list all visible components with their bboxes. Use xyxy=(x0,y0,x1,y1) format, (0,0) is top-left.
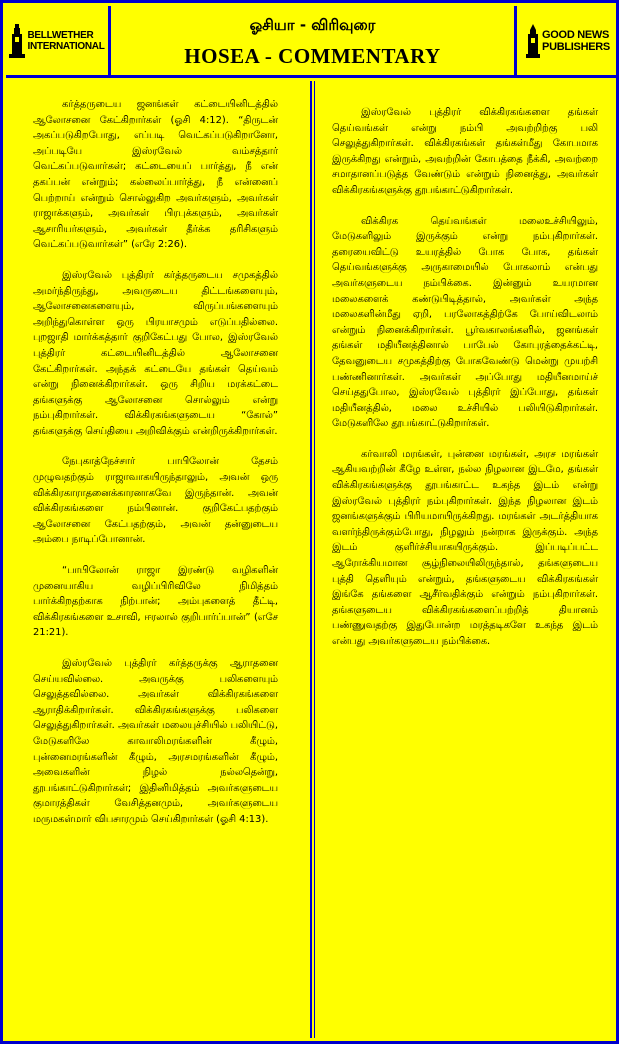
logo-text-line-2: INTERNATIONAL xyxy=(27,40,105,52)
paragraph: “பாபிலோன் ராஜா இரண்டு வழிகளின் முனையாகிய வழிப்பிரிவிலே நிமித்தம் பார்க்கிறதற்காக நிற்பான்; அம்புகளைத் தீட்டி, விக்கிரகங்களை உசாவி, ஈரலால் குறிபார்ப்பான்” (எசே 21:21). xyxy=(33,565,278,639)
left-column xyxy=(6,81,312,1038)
paragraph: விக்கிரக தெய்வங்கள் மலைஉச்சியிலும், மேடுகளிலும் இருக்கும் என்று நம்புகிறார்கள். தரையைவிட்டு உயரத்தில் போக போக, தங்கள் தெய்வங்களுக்கு அருகாமையில் போகலாம் என்பது அவர்களுடைய நம்பிக்கை. இன்னும் உயரமான மலைகளைக் கண்டுபிடித்தால், அவர்கள் அந்த மலைகளின்மீது ஏறி, பரலோகத்திற்கே போய்விடலாம் என்றும் நினைக்கிறார்கள். பூர்வகாலங்களில், ஜனங்கள் தங்கள் மதியீனத்தினால் பாபேல் கோபுரத்தைக்கட்டி, தேவனுடைய சமுகத்திற்கு போகவேண்டு மென்று முயற்சி பண்ணினார்கள். அவர்கள் அப்போது மதியீனமாய்ச் செய்ததுபோல, இஸ்ரவேல் புத்திரர் இப்போது, தங்கள் மதியீனத்தில், மலை உச்சியில் பலியிடுகிறார்கள். மேடுகளிலே தூபங்காட்டுகிறார்கள். xyxy=(332,215,598,430)
logo-text-line-1: GOOD NEWS xyxy=(542,28,610,41)
paragraph: இஸ்ரவேல் புத்திரர் கர்த்தருக்கு ஆராதனை செய்யவில்லை. அவருக்கு பலிகளையும் செலுத்தவில்லை. அவர்கள் விக்கிரகங்களை ஆராதிக்கிறார்கள். விக்கிரகங்களுக்கு பலிகளை செலுத்துகிறார்கள். அவர்கள் மலையுச்சியில் பலியிட்டு, மேடுகளிலே காவாலிமரங்களின் கீழும், புன்னைமரங்களின் கீழும், அரசமரங்களின் கீழும், அவைகளின் நிழல் நல்லதென்று, தூபங்காட்டுகிறார்கள்; இதினிமித்தம் அவர்களுடைய குமாரத்திகள் வேசித்தனமும், அவர்களுடைய மருமகள்மார் விபசாரமும் செய்கிறார்கள் (ஓசி 4:13). xyxy=(33,658,278,825)
logo-text-line-2: PUBLISHERS xyxy=(542,40,610,53)
right-column xyxy=(314,81,619,1038)
title-english: HOSEA - COMMENTARY xyxy=(184,44,441,68)
paragraph: இஸ்ரவேல் புத்திரர் விக்கிரகங்களை தங்கள் தெய்வங்கள் என்று நம்பி அவற்றிற்கு பலி செலுத்துகிறார்கள். விக்கிரகங்கள் தங்கள்மீது கோபமாக இருக்கிறது என்றும், அவற்றின் கோபத்தை நீக்கி, அவற்றை சமாதானப்படுத்த வேண்டும் என்றும் நினைத்து, அவர்கள் விக்கிரகங்களுக்கு தூபங்காட்டுகிறார்கள். xyxy=(332,107,598,196)
paragraph: இஸ்ரவேல் புத்திரர் கர்த்தருடைய சமுகத்தில் அமர்ந்திருந்து, அவருடைய திட்டங்களையும், ஆலோசனைகளையும், விருப்பங்களையும் அறிந்துகொள்ள ஒரு பிரயாசமும் எடுப்பதில்லை. புறஜாதி மார்க்கத்தார் குறிகேட்பது போல, இஸ்ரவேல் புத்திரர் கட்டையினிடத்தில் ஆலோசனை கேட்கிறார்கள். அந்தக் கட்டையே தங்கள் தெய்வம் என்று நினைக்கிறார்கள். ஒரு சிறிய மரக்கட்டை தங்களுக்கு ஆலோசனை சொல்லும் என்று நம்புகிறார்கள். விக்கிரகங்களுடைய “கோல்” தங்களுக்கு செய்தியை அறிவிக்கும் என்றிருக்கிறார்கள். xyxy=(33,269,278,437)
paragraph: கர்த்தருடைய ஜனங்கள் கட்டையினிடத்தில் ஆலோசனை கேட்கிறார்கள் (ஓசி 4:12). “திருடன் அகப்படுகிறபோது, எப்படி வெட்கப்படுகிறானோ, அப்படியே இஸ்ரவேல் வம்சத்தார் வெட்கப்படுவார்கள்; கட்டையைப் பார்த்து, நீ என் தகப்பன் என்றும்; கல்லைப்பார்த்து, நீ என்னைப் பெற்றாய் என்றும் சொல்லுகிற அவர்களும், அவர்கள் ராஜாக்களும், அவர்கள் பிரபுக்களும், அவர்கள் ஆசாரியர்களும், அவர்கள் தீர்க்க தரிசிகளும் வெட்கப்படுவார்கள்” (எரே 2:26). xyxy=(33,99,278,251)
tower-icon xyxy=(526,24,540,58)
logo-text-line-1: BELLWETHER xyxy=(27,29,94,41)
good-news-logo xyxy=(514,6,619,75)
header xyxy=(6,6,619,78)
paragraph: நேபுகாத்நேச்சார் பாபிலோன் தேசம் முழுவதற்கும் ராஜாவாகயிருந்தாலும், அவன் ஒரு விக்கிரகாராதனைக்காரனாகவே இருந்தான். அவன் விக்கிரகங்களை நம்பினான். குறிகேட்பதற்கும் ஆலோசனை கேட்பதற்கும், அவன் தன்னுடைய அம்பை நாடிப்போனான். xyxy=(33,456,278,546)
paragraph: கர்வாலி மரங்கள், புன்னை மரங்கள், அரச மரங்கள் ஆகியவற்றின் கீழே உள்ள, நல்ல நிழலான இடமே, தங்கள் விக்கிரகங்களுக்கு தூபங்காட்ட உகந்த இடம் என்று இஸ்ரவேல் புத்திரர் நம்புகிறார்கள். இந்த நிழலான இடம் ஜனங்களுக்கும் பிரியமாயிருக்கிறது. மரங்கள் அடர்த்தியாக வளர்ந்திருக்கும்போது, நிழலும் நன்றாக இருக்கும். அந்த இடம் குளிர்ச்சியாகயிருக்கும். இப்படிப்பட்ட ஆரோக்கியமான சூழ்நிலையிலிருந்தால், தங்களுடைய புத்தி தெளியும் என்றும், தங்களுடைய விக்கிரகங்கள் இங்கே தங்களை ஆசீர்வதிக்கும் என்றும் நம்புகிறார்கள். தங்களுடைய விக்கிரகங்களைப்பற்றித் தியானம் பண்ணுவதற்கு இதுபோன்ற மரத்தடிகளே உகந்த இடம் என்பது அவர்களுடைய நம்பிக்கை. xyxy=(332,448,598,647)
bellwether-logo xyxy=(6,6,111,75)
title-box xyxy=(111,6,514,75)
bell-tower-icon xyxy=(9,24,25,58)
title-tamil: ஓசியா - விரிவுரை xyxy=(249,16,376,34)
